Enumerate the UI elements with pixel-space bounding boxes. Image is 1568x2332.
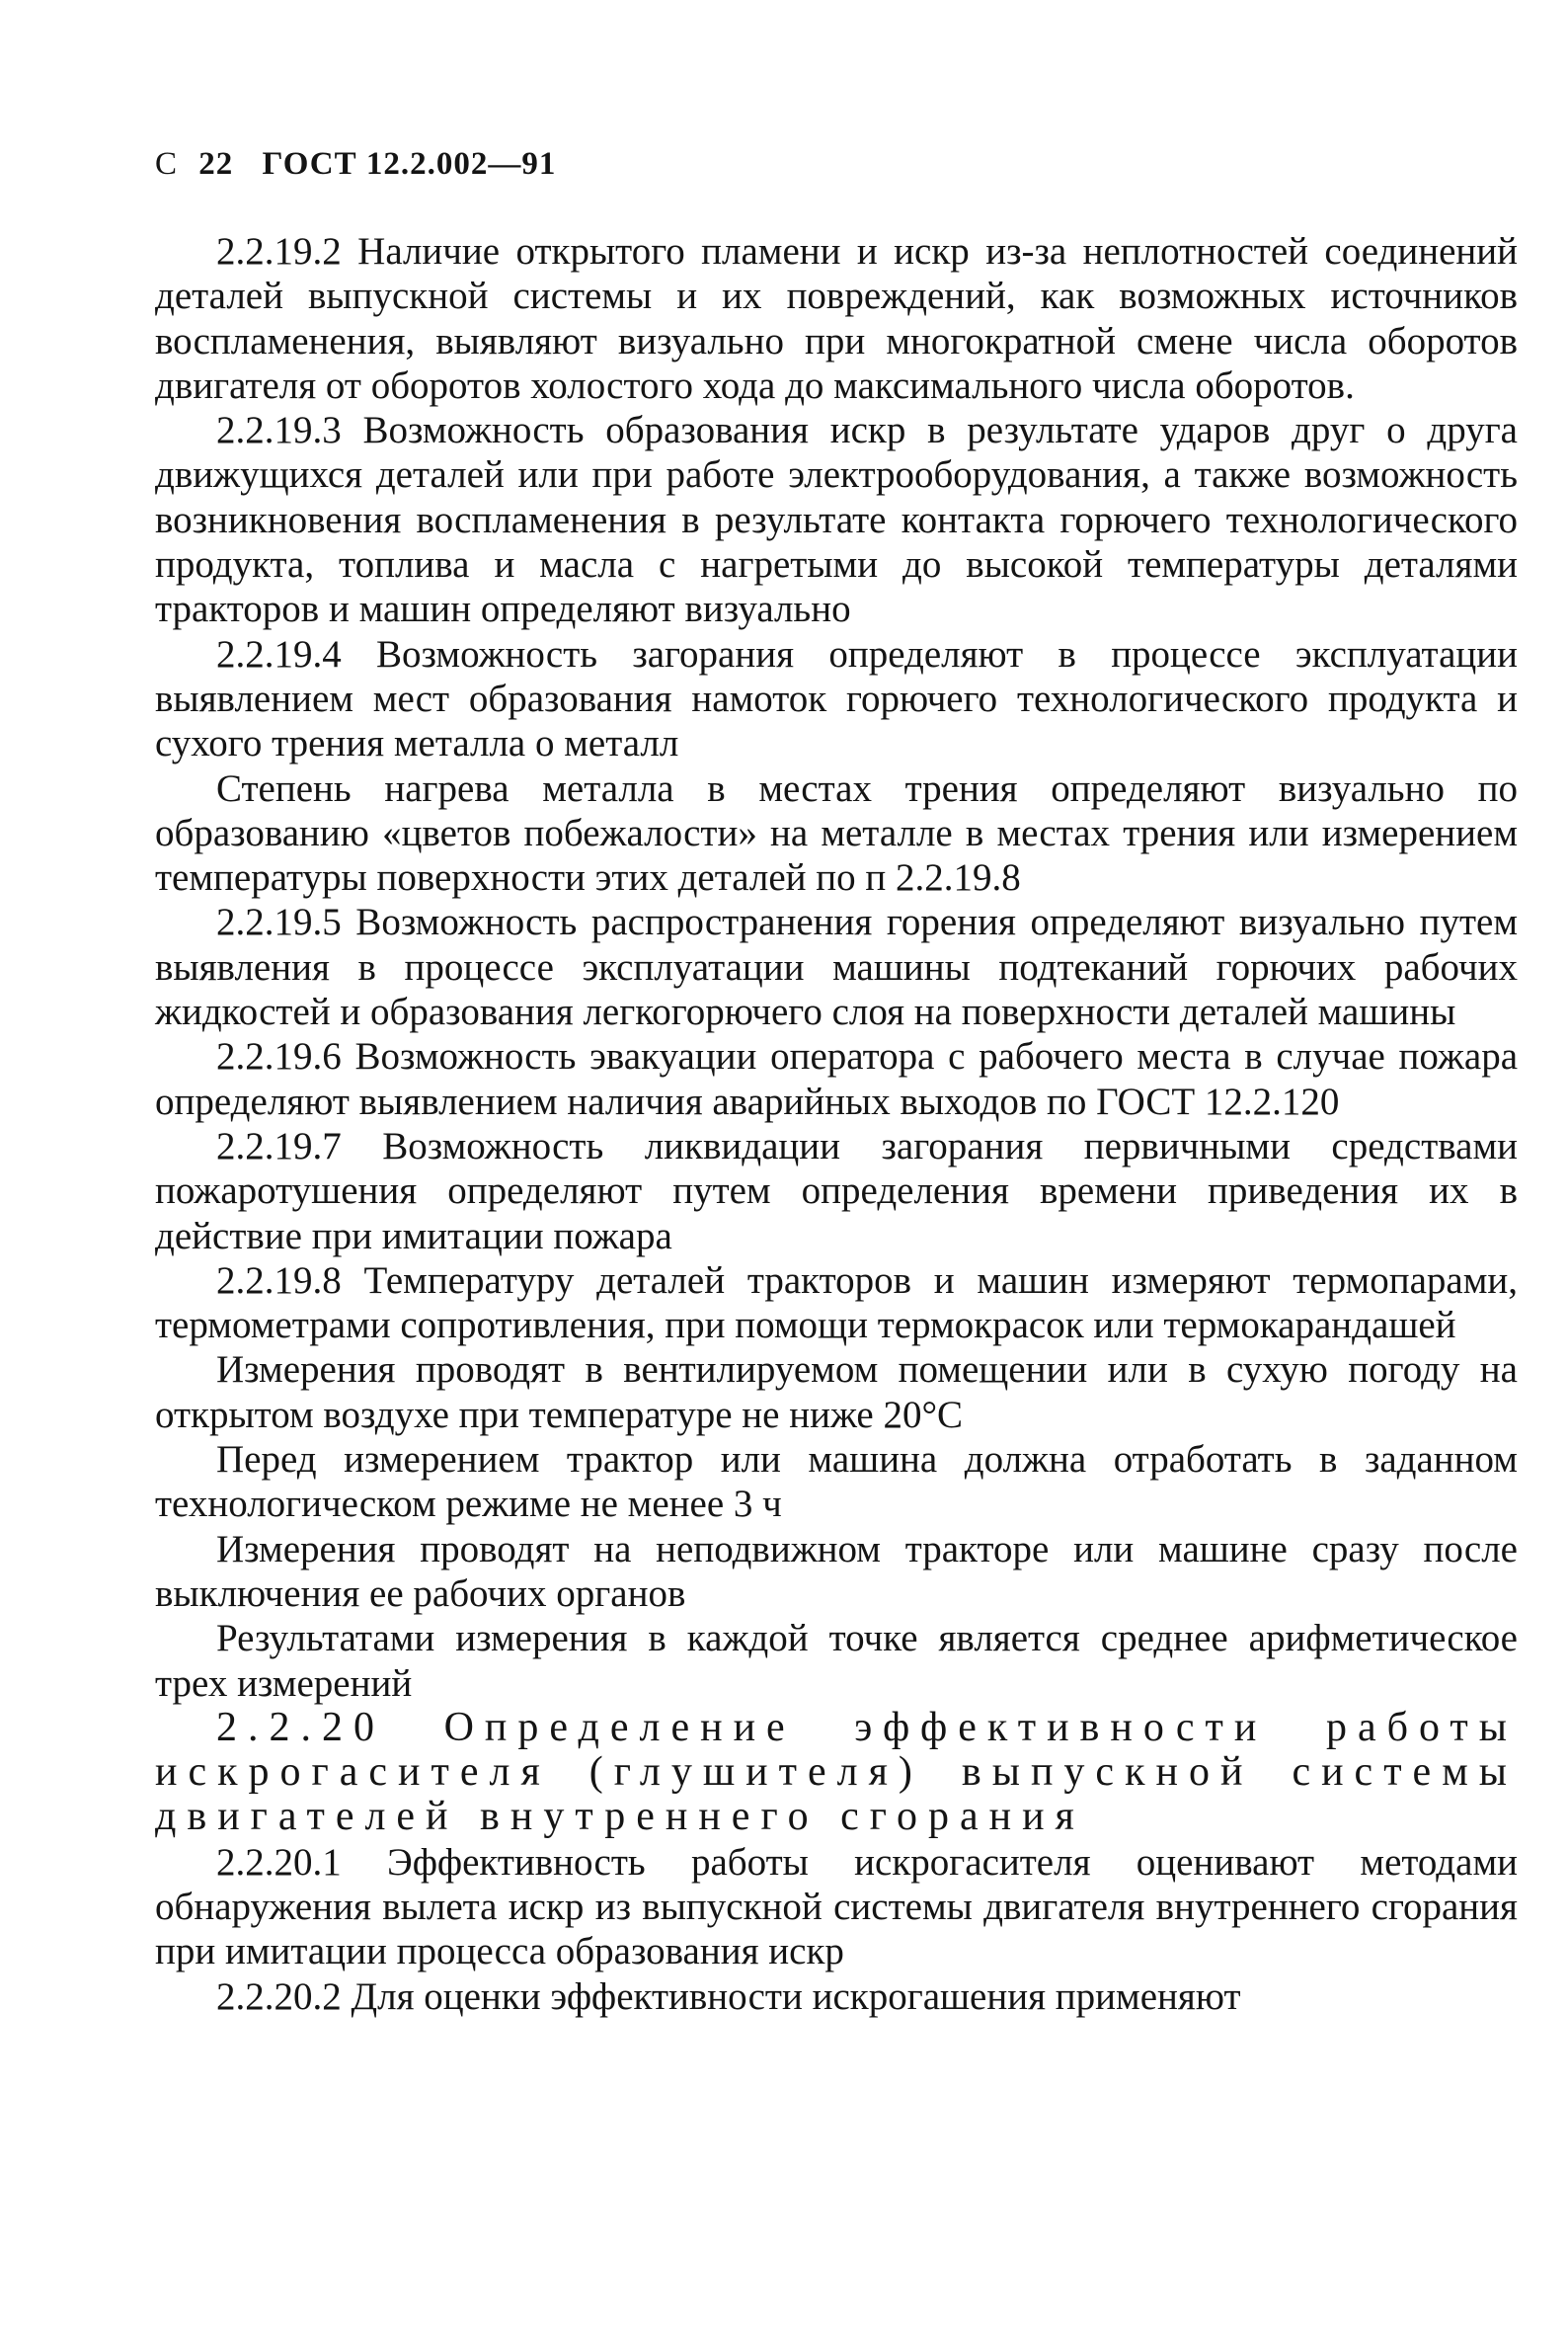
paragraph-2-2-20-2: 2.2.20.2 Для оценки эффективности искрогашения применяют <box>216 1974 1241 2018</box>
paragraph-measurement-result: Результатами измерения в каждой точке является среднее арифметическое трех измерений <box>155 1617 1518 1705</box>
paragraph-2-2-19-2: 2.2.19.2 Наличие открытого пламени и искр из-за неплотностей соединений деталей выпускной системы и их повреждений, как возможных источников воспламенения, выявляют визуально при многократной смене числа оборотов двигателя от оборотов холостого хода до максимального числа оборотов. <box>155 230 1518 407</box>
section-heading-2-2-20: 2.2.20 Определение эффективности работы искрогасителя (глушителя) выпускной системы двигателей внутреннего сгорания <box>155 1704 1518 1840</box>
paragraph-2-2-19-4: 2.2.19.4 Возможность загорания определяют в процессе эксплуатации выявлением мест образования намоток горючего технологического продукта и сухого трения металла о металл <box>155 632 1518 765</box>
paragraph-measurement-conditions: Измерения проводят в вентилируемом помещении или в сухую погоду на открытом воздухе при температуре не ниже 20°С <box>155 1348 1518 1436</box>
paragraph-before-measurement: Перед измерением трактор или машина должна отработать в заданном технологическом режиме не менее 3 ч <box>155 1438 1518 1526</box>
paragraph-2-2-19-6: 2.2.19.6 Возможность эвакуации оператора с рабочего места в случае пожара определяют выявлением наличия аварийных выходов по ГОСТ 12.2.120 <box>155 1035 1518 1123</box>
page-header <box>155 146 556 183</box>
paragraph-2-2-19-8: 2.2.19.8 Температуру деталей тракторов и машин измеряют термопарами, термометрами сопротивления, при помощи термокрасок или термокарандашей <box>155 1258 1518 1347</box>
body-text <box>155 229 1518 2019</box>
paragraph-measurement-procedure: Измерения проводят на неподвижном тракторе или машине сразу после выключения ее рабочих органов <box>155 1527 1518 1615</box>
paragraph-2-2-19-5: 2.2.19.5 Возможность распространения горения определяют визуально путем выявления в процессе эксплуатации машины подтеканий горючих рабочих жидкостей и образования легкогорючего слоя на поверхности деталей машины <box>155 901 1518 1034</box>
paragraph-2-2-20-1: 2.2.20.1 Эффективность работы искрогасителя оценивают методами обнаружения вылета искр из выпускной системы двигателя внутреннего сгорания при имитации процесса образования искр <box>155 1840 1518 1973</box>
paragraph-heating-degree: Степень нагрева металла в местах трения определяют визуально по образованию «цветов побежалости» на металле в местах трения или измерением температуры поверхности этих деталей по п 2.2.19.8 <box>155 766 1518 900</box>
standard-designation: ГОСТ 12.2.002—91 <box>262 146 557 182</box>
paragraph-2-2-19-7: 2.2.19.7 Возможность ликвидации загорания первичными средствами пожаротушения определяют путем определения времени приведения их в действие при имитации пожара <box>155 1124 1518 1257</box>
page-prefix: С <box>155 146 179 182</box>
page-number: 22 <box>198 146 234 182</box>
paragraph-2-2-19-3: 2.2.19.3 Возможность образования искр в результате ударов друг о друга движущихся деталей или при работе электрооборудования, а также возможность возникновения воспламенения в результате контакта горючего технологического продукта, топлива и масла с нагретыми до высокой температуры деталями тракторов и машин определяют визуально <box>155 409 1518 631</box>
